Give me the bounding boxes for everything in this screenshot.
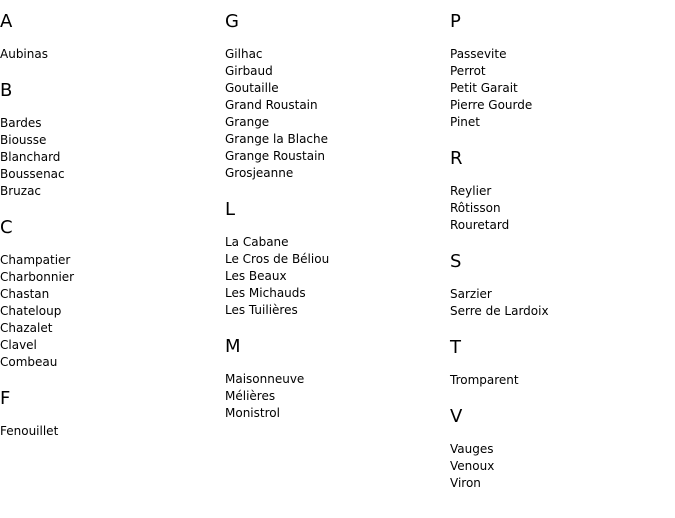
list-item [225,234,450,251]
name-list [450,183,675,234]
list-item [225,63,450,80]
place-name-link[interactable]: Goutaille [225,81,279,95]
list-item [225,268,450,285]
place-name-link[interactable]: Bardes [0,116,42,130]
letter-heading: R [450,148,463,169]
index-column-1 [0,0,225,457]
list-item [225,371,450,388]
list-item [450,286,675,303]
list-item [225,165,450,182]
list-item [450,114,675,131]
letter-heading: B [0,80,13,101]
list-item [0,166,225,183]
list-item [225,405,450,422]
place-name-link[interactable]: Chastan [0,287,50,301]
letter-group [450,251,675,320]
place-name-link[interactable]: Grange la Blache [225,132,329,146]
place-name-link[interactable]: Grange [225,115,270,129]
place-name-link[interactable]: Les Tuilières [225,303,298,317]
place-name-link[interactable]: Grosjeanne [225,166,294,180]
list-item [450,183,675,200]
letter-heading: C [0,217,13,238]
place-name-link[interactable]: Monistrol [225,406,280,420]
list-item [225,285,450,302]
place-name-link[interactable]: Maisonneuve [225,372,305,386]
list-item [0,423,225,440]
place-name-link[interactable]: La Cabane [225,235,289,249]
list-item [225,80,450,97]
place-name-link[interactable]: Charbonnier [0,270,75,284]
place-name-link[interactable]: Les Michauds [225,286,306,300]
letter-heading: S [450,251,462,272]
letter-heading: P [450,11,461,32]
place-name-link[interactable]: Chazalet [0,321,53,335]
place-name-link[interactable]: Vauges [450,442,494,456]
place-name-link[interactable]: Gilhac [225,47,263,61]
place-name-link[interactable]: Venoux [450,459,495,473]
place-name-link[interactable]: Blanchard [0,150,61,164]
place-name-link[interactable]: Reylier [450,184,492,198]
list-item [0,354,225,371]
place-name-link[interactable]: Chateloup [0,304,62,318]
letter-group [0,217,225,371]
place-name-link[interactable]: Petit Garait [450,81,518,95]
list-item [450,217,675,234]
list-item [225,131,450,148]
letter-group [450,11,675,131]
name-list [450,46,675,131]
list-item [0,132,225,149]
list-item [0,320,225,337]
place-name-link[interactable]: Pinet [450,115,480,129]
list-item [225,46,450,63]
letter-group [225,199,450,319]
place-name-link[interactable]: Le Cros de Béliou [225,252,330,266]
list-item [0,252,225,269]
letter-heading: V [450,406,463,427]
name-list [225,46,450,182]
list-item [450,97,675,114]
list-item [0,337,225,354]
list-item [0,46,225,63]
name-list [450,441,675,492]
place-name-link[interactable]: Biousse [0,133,47,147]
list-item [225,97,450,114]
place-name-link[interactable]: Aubinas [0,47,48,61]
place-name-link[interactable]: Bruzac [0,184,42,198]
list-item [225,251,450,268]
list-item [450,303,675,320]
list-item [0,149,225,166]
list-item [225,302,450,319]
letter-group [450,406,675,492]
list-item [225,148,450,165]
place-name-link[interactable]: Rôtisson [450,201,501,215]
place-name-link[interactable]: Tromparent [450,373,519,387]
letter-group [0,80,225,200]
letter-group [225,336,450,422]
list-item [450,441,675,458]
index-column-2 [225,0,450,439]
letter-heading: A [0,11,13,32]
letter-heading: M [225,336,241,357]
place-name-link[interactable]: Combeau [0,355,58,369]
place-name-link[interactable]: Pierre Gourde [450,98,533,112]
name-list [0,115,225,200]
place-name-link[interactable]: Les Beaux [225,269,287,283]
list-item [0,303,225,320]
list-item [450,63,675,80]
place-name-link[interactable]: Grand Roustain [225,98,318,112]
letter-heading: T [450,337,461,358]
list-item [0,269,225,286]
place-name-link[interactable]: Grange Roustain [225,149,326,163]
list-item [225,388,450,405]
list-item [450,475,675,492]
place-name-link[interactable]: Viron [450,476,481,490]
letter-heading: L [225,199,236,220]
name-list [0,423,225,440]
letter-heading: G [225,11,239,32]
place-name-link[interactable]: Girbaud [225,64,273,78]
list-item [0,115,225,132]
place-name-link[interactable]: Mélières [225,389,276,403]
place-name-link[interactable]: Fenouillet [0,424,59,438]
list-item [450,458,675,475]
name-list [450,286,675,320]
letter-heading: F [0,388,11,409]
place-name-link[interactable]: Passevite [450,47,507,61]
name-list [0,46,225,63]
letter-group [0,11,225,63]
place-name-link[interactable]: Champatier [0,253,71,267]
letter-group [450,337,675,389]
name-list [0,252,225,371]
place-name-link[interactable]: Sarzier [450,287,492,301]
letter-group [225,11,450,182]
name-list [450,372,675,389]
name-list [225,234,450,319]
place-name-link[interactable]: Perrot [450,64,486,78]
list-item [450,80,675,97]
place-name-link[interactable]: Boussenac [0,167,65,181]
name-list [225,371,450,422]
place-name-link[interactable]: Clavel [0,338,37,352]
list-item [450,200,675,217]
letter-group [450,148,675,234]
list-item [450,372,675,389]
place-name-link[interactable]: Serre de Lardoix [450,304,549,318]
index-column-3 [450,0,675,509]
letter-group [0,388,225,440]
list-item [450,46,675,63]
place-name-link[interactable]: Rouretard [450,218,510,232]
list-item [0,183,225,200]
list-item [0,286,225,303]
list-item [225,114,450,131]
